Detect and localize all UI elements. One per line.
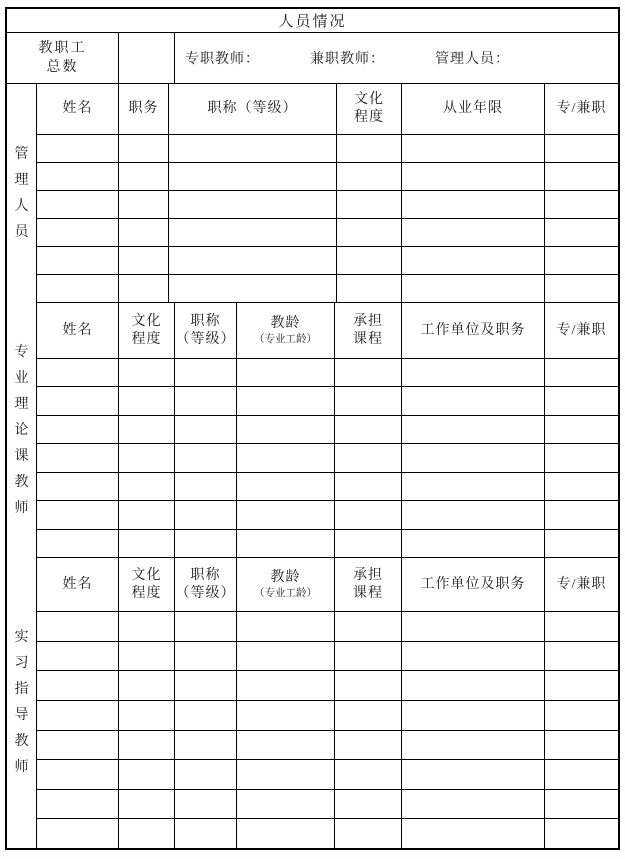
empty-cell xyxy=(37,191,119,218)
empty-cell xyxy=(402,530,545,557)
empty-cell xyxy=(335,760,402,789)
table-row xyxy=(37,163,618,191)
empty-cell xyxy=(337,275,402,302)
column-header xyxy=(402,558,545,611)
empty-cell xyxy=(335,790,402,819)
table-row xyxy=(37,760,618,790)
column-header xyxy=(237,558,335,611)
empty-cell xyxy=(175,387,237,414)
empty-cell xyxy=(337,247,402,274)
column-header xyxy=(545,303,618,358)
empty-cell xyxy=(545,671,618,700)
column-header-text: 职务 xyxy=(128,101,159,116)
empty-cell xyxy=(119,359,175,386)
empty-cell xyxy=(37,642,119,671)
column-header xyxy=(119,84,169,134)
column-header-text: 承担 xyxy=(353,567,383,583)
column-header-text: 专/兼职 xyxy=(556,322,607,338)
column-header-text: 姓名 xyxy=(62,322,93,338)
empty-cell xyxy=(402,701,545,730)
empty-cell xyxy=(175,416,237,443)
empty-cell xyxy=(37,359,119,386)
empty-cell xyxy=(237,790,335,819)
column-header-text: 教龄 xyxy=(270,569,301,585)
column-header-text: 文化 xyxy=(131,567,162,583)
empty-cell xyxy=(335,530,402,557)
empty-cell xyxy=(175,359,237,386)
table-row xyxy=(37,819,618,848)
column-header-row xyxy=(37,558,618,612)
table-row xyxy=(37,359,618,387)
column-header-text: 职称 xyxy=(190,567,221,583)
empty-cell xyxy=(175,790,237,819)
staff-total-value-cell xyxy=(119,33,175,83)
table-row xyxy=(37,247,618,275)
empty-cell xyxy=(37,135,119,162)
empty-cell xyxy=(37,671,119,700)
section-label-cell xyxy=(7,558,37,848)
empty-cell xyxy=(119,701,175,730)
empty-cell xyxy=(119,219,169,246)
empty-cell xyxy=(335,444,402,471)
empty-cell xyxy=(37,275,119,302)
empty-cell xyxy=(175,671,237,700)
empty-cell xyxy=(545,135,618,162)
column-header-text: （等级） xyxy=(175,331,236,347)
table-row xyxy=(37,387,618,415)
empty-cell xyxy=(402,275,545,302)
empty-cell xyxy=(545,416,618,443)
empty-cell xyxy=(337,219,402,246)
empty-cell xyxy=(175,701,237,730)
empty-cell xyxy=(402,247,545,274)
empty-cell xyxy=(402,359,545,386)
empty-cell xyxy=(175,760,237,789)
table-row xyxy=(37,219,618,247)
empty-cell xyxy=(237,819,335,848)
empty-cell xyxy=(169,247,337,274)
empty-cell xyxy=(337,135,402,162)
section-2 xyxy=(7,303,618,558)
empty-cell xyxy=(402,731,545,760)
empty-cell xyxy=(337,191,402,218)
column-header-text: 姓名 xyxy=(62,576,93,592)
empty-cell xyxy=(545,359,618,386)
column-header xyxy=(169,84,337,134)
empty-cell xyxy=(545,530,618,557)
empty-cell xyxy=(37,501,119,528)
empty-cell xyxy=(175,501,237,528)
empty-cell xyxy=(119,819,175,848)
column-header-row xyxy=(37,84,618,135)
empty-cell xyxy=(37,701,119,730)
table-row xyxy=(37,416,618,444)
empty-cell xyxy=(402,760,545,789)
empty-cell xyxy=(119,135,169,162)
empty-cell xyxy=(37,612,119,641)
empty-cell xyxy=(402,191,545,218)
empty-cell xyxy=(402,790,545,819)
table-row xyxy=(37,191,618,219)
section-label-cell xyxy=(7,303,37,558)
column-header-text: （专业工龄） xyxy=(254,587,317,599)
empty-cell xyxy=(119,191,169,218)
staff-total-label-line2: 总数 xyxy=(46,60,79,75)
column-header xyxy=(175,558,237,611)
empty-cell xyxy=(37,473,119,500)
column-header-text: 工作单位及职务 xyxy=(420,576,526,592)
table-row xyxy=(37,444,618,472)
empty-cell xyxy=(335,612,402,641)
empty-cell xyxy=(175,530,237,557)
empty-cell xyxy=(119,247,169,274)
column-header-text: 职称（等级） xyxy=(207,101,298,116)
empty-cell xyxy=(335,671,402,700)
empty-cell xyxy=(402,219,545,246)
empty-cell xyxy=(337,163,402,190)
empty-cell xyxy=(402,671,545,700)
personnel-table xyxy=(5,7,620,850)
table-row xyxy=(37,790,618,820)
section-body xyxy=(37,558,618,848)
empty-cell xyxy=(119,760,175,789)
column-header-text: 承担 xyxy=(353,313,383,329)
empty-cell xyxy=(169,275,337,302)
empty-cell xyxy=(119,612,175,641)
empty-cell xyxy=(402,387,545,414)
empty-cell xyxy=(119,416,175,443)
empty-cell xyxy=(37,416,119,443)
empty-cell xyxy=(37,219,119,246)
table-row xyxy=(37,671,618,701)
empty-cell xyxy=(237,387,335,414)
empty-cell xyxy=(545,387,618,414)
column-header xyxy=(175,303,237,358)
empty-cell xyxy=(335,359,402,386)
empty-cell xyxy=(175,642,237,671)
empty-cell xyxy=(237,760,335,789)
column-header-text: 程度 xyxy=(131,585,162,601)
table-row xyxy=(37,530,618,558)
section-3 xyxy=(7,558,618,848)
empty-cell xyxy=(237,642,335,671)
empty-cell xyxy=(175,612,237,641)
empty-cell xyxy=(402,642,545,671)
column-header-text: 文化 xyxy=(354,92,384,107)
column-header xyxy=(402,303,545,358)
empty-cell xyxy=(119,530,175,557)
empty-cell xyxy=(402,135,545,162)
empty-cell xyxy=(335,701,402,730)
section-body xyxy=(37,303,618,558)
empty-cell xyxy=(237,530,335,557)
empty-cell xyxy=(545,819,618,848)
empty-cell xyxy=(119,501,175,528)
empty-cell xyxy=(335,819,402,848)
empty-cell xyxy=(402,612,545,641)
empty-cell xyxy=(37,760,119,789)
column-header xyxy=(335,303,402,358)
empty-cell xyxy=(119,275,169,302)
column-header xyxy=(545,558,618,611)
staff-total-label-line1: 教职工 xyxy=(38,41,87,56)
column-header-text: 文化 xyxy=(131,313,162,329)
empty-cell xyxy=(37,530,119,557)
empty-cell xyxy=(545,760,618,789)
table-row xyxy=(37,701,618,731)
empty-cell xyxy=(237,444,335,471)
column-header-text: 专/兼职 xyxy=(556,101,607,116)
column-header-row xyxy=(37,303,618,359)
empty-cell xyxy=(237,731,335,760)
empty-cell xyxy=(119,790,175,819)
column-header xyxy=(545,84,618,134)
empty-cell xyxy=(119,444,175,471)
column-header-text: 程度 xyxy=(354,110,384,125)
empty-cell xyxy=(37,444,119,471)
empty-cell xyxy=(175,819,237,848)
section-body xyxy=(37,84,618,303)
empty-cell xyxy=(175,473,237,500)
empty-cell xyxy=(545,275,618,302)
empty-cell xyxy=(335,731,402,760)
empty-cell xyxy=(402,444,545,471)
teacher-counts-cell xyxy=(175,33,618,83)
empty-cell xyxy=(175,444,237,471)
empty-cell xyxy=(169,135,337,162)
empty-cell xyxy=(402,819,545,848)
sections xyxy=(7,84,618,848)
column-header xyxy=(37,558,119,611)
column-header-text: 程度 xyxy=(131,331,162,347)
fulltime-teachers-field: 专职教师： xyxy=(185,52,260,67)
empty-cell xyxy=(545,219,618,246)
table-row xyxy=(37,473,618,501)
column-header-text: 从业年限 xyxy=(443,101,503,116)
column-header-text: （专业工龄） xyxy=(254,333,317,345)
table-row xyxy=(37,731,618,761)
empty-cell xyxy=(169,219,337,246)
section-label: 管理人员 xyxy=(14,146,29,240)
column-header-text: 专/兼职 xyxy=(556,576,607,592)
table-row xyxy=(37,642,618,672)
column-header xyxy=(37,84,119,134)
column-header xyxy=(119,303,175,358)
section-label: 实习指导教师 xyxy=(14,630,29,775)
staff-total-label-cell xyxy=(7,33,119,83)
column-header xyxy=(37,303,119,358)
empty-cell xyxy=(169,163,337,190)
empty-cell xyxy=(402,416,545,443)
column-header-text: 课程 xyxy=(353,585,383,601)
column-header-text: 职称 xyxy=(190,313,221,329)
empty-cell xyxy=(335,642,402,671)
empty-cell xyxy=(119,642,175,671)
empty-cell xyxy=(237,473,335,500)
table-row xyxy=(37,135,618,163)
table-row xyxy=(37,275,618,303)
column-header-text: 教龄 xyxy=(270,315,301,331)
empty-cell xyxy=(37,387,119,414)
empty-cell xyxy=(335,501,402,528)
column-header xyxy=(237,303,335,358)
empty-cell xyxy=(545,163,618,190)
empty-cell xyxy=(545,191,618,218)
empty-cell xyxy=(237,612,335,641)
empty-cell xyxy=(335,387,402,414)
empty-cell xyxy=(402,501,545,528)
column-header xyxy=(402,84,545,134)
empty-cell xyxy=(545,731,618,760)
empty-cell xyxy=(37,790,119,819)
empty-cell xyxy=(237,359,335,386)
table-row xyxy=(37,612,618,642)
column-header xyxy=(119,558,175,611)
column-header xyxy=(337,84,402,134)
empty-cell xyxy=(237,501,335,528)
column-header-text: 姓名 xyxy=(62,101,93,116)
empty-cell xyxy=(119,163,169,190)
empty-cell xyxy=(545,501,618,528)
empty-cell xyxy=(119,731,175,760)
empty-cell xyxy=(37,247,119,274)
empty-cell xyxy=(402,473,545,500)
section-1 xyxy=(7,84,618,303)
empty-cell xyxy=(402,163,545,190)
column-header-text: 工作单位及职务 xyxy=(420,322,526,338)
management-staff-field: 管理人员： xyxy=(435,52,510,67)
parttime-teachers-field: 兼职教师： xyxy=(310,52,385,67)
empty-cell xyxy=(37,819,119,848)
empty-cell xyxy=(237,701,335,730)
empty-cell xyxy=(175,731,237,760)
column-header-text: 课程 xyxy=(353,331,383,347)
empty-cell xyxy=(545,790,618,819)
empty-cell xyxy=(169,191,337,218)
empty-cell xyxy=(119,387,175,414)
column-header xyxy=(335,558,402,611)
empty-cell xyxy=(545,473,618,500)
table-row xyxy=(37,501,618,529)
empty-cell xyxy=(119,671,175,700)
empty-cell xyxy=(545,444,618,471)
empty-cell xyxy=(37,163,119,190)
empty-cell xyxy=(119,473,175,500)
empty-cell xyxy=(237,671,335,700)
table-title: 人员情况 xyxy=(7,9,618,33)
section-label-cell xyxy=(7,84,37,303)
empty-cell xyxy=(335,416,402,443)
column-header-text: （等级） xyxy=(175,585,236,601)
section-label: 专业理论课教师 xyxy=(14,344,29,516)
empty-cell xyxy=(545,612,618,641)
empty-cell xyxy=(545,701,618,730)
empty-cell xyxy=(237,416,335,443)
empty-cell xyxy=(545,247,618,274)
empty-cell xyxy=(37,731,119,760)
staff-summary-row xyxy=(7,33,618,84)
empty-cell xyxy=(545,642,618,671)
empty-cell xyxy=(335,473,402,500)
